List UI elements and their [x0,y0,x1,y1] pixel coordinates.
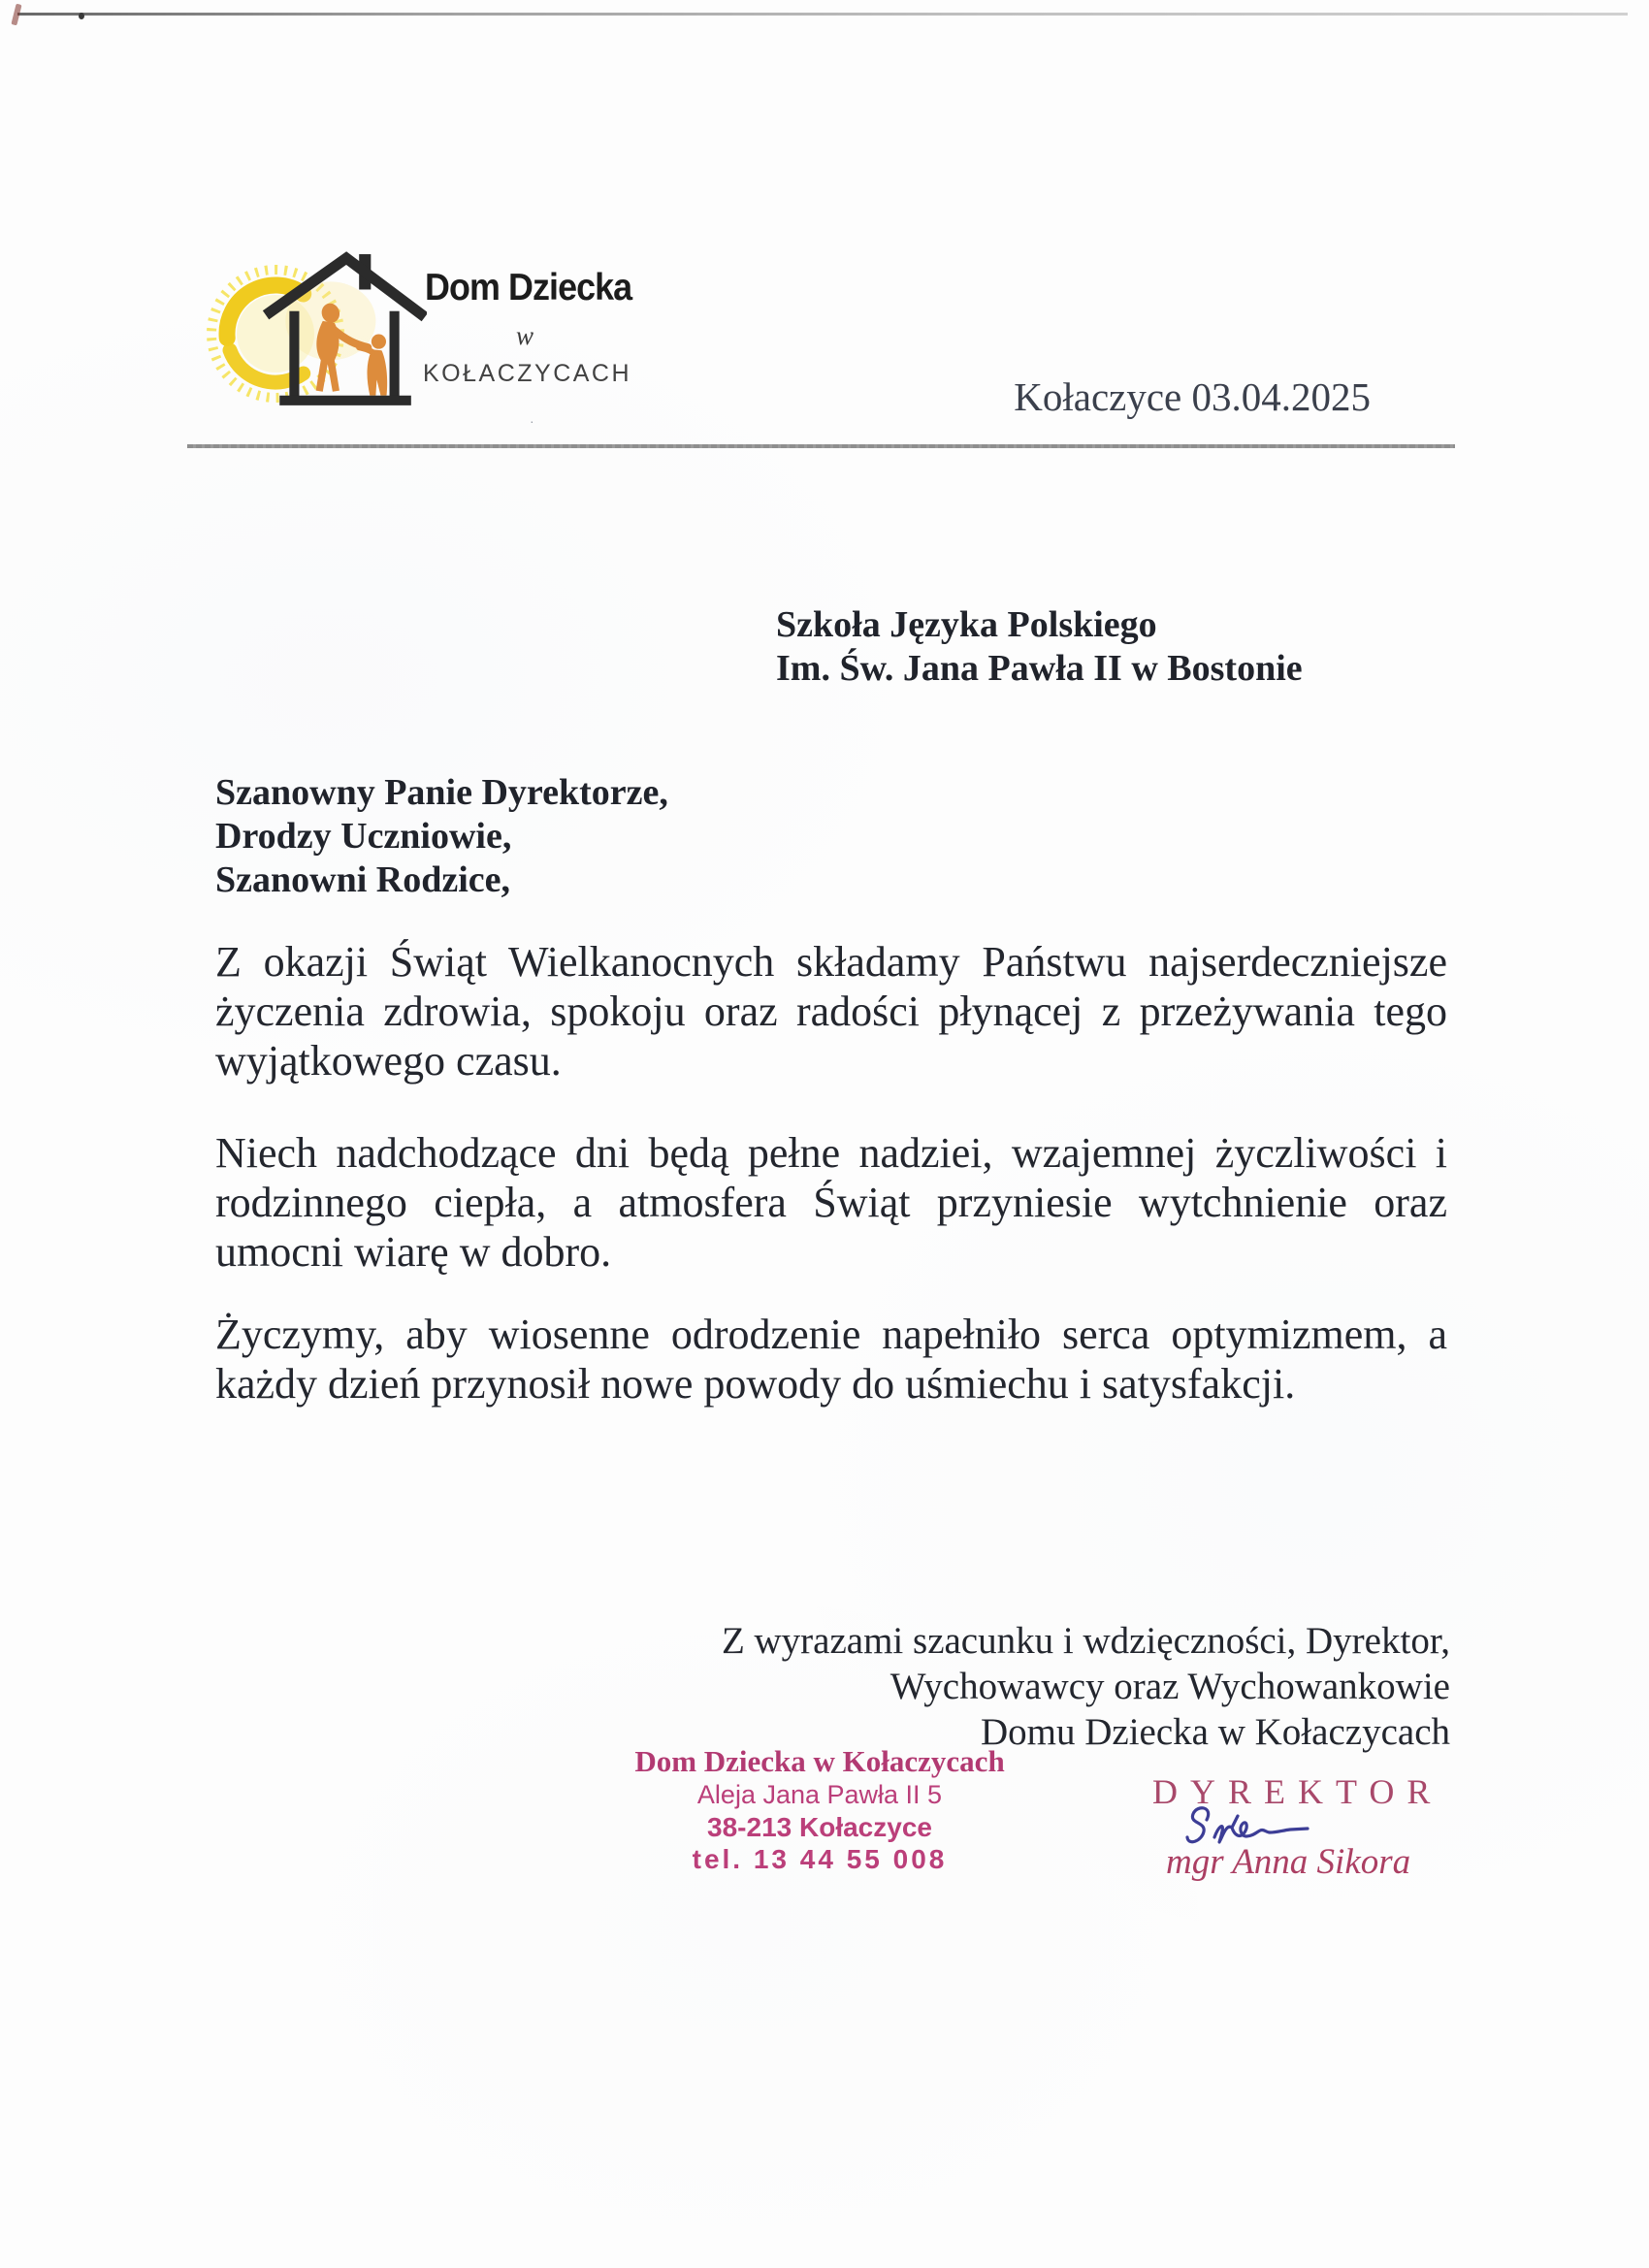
org-logo [204,247,650,432]
stamp-city-line: 38-213 Kołaczyce [707,1812,932,1842]
recipient-line-1: Szkoła Języka Polskiego [776,604,1157,645]
closing-line-3: Domu Dziecka w Kołaczycach [980,1711,1450,1753]
salutation-line-3: Szanowni Rodzice, [215,859,510,900]
director-title-stamp: DYREKTOR [1152,1772,1443,1811]
logo-city: KOŁACZYCACH [423,360,632,387]
closing-line-1: Z wyrazami szacunku i wdzięczności, Dyrektor, [721,1620,1450,1662]
salutation-line-1: Szanowny Panie Dyrektorze, [215,772,668,813]
scan-artifact-dot [79,13,84,19]
stamp-org-line: Dom Dziecka w Kołaczycach [634,1744,1005,1778]
body-paragraph-2: Niech nadchodzące dni będą pełne nadziei, wzajemnej życzliwości i rodzinnego ciepła, a atmosfera Świąt przyniesie wytchnienie oraz umocni wiarę w dobro. [215,1129,1447,1276]
signer-name: mgr Anna Sikora [1166,1842,1411,1882]
stamp-phone-line: tel. 13 44 55 008 [692,1844,948,1874]
address-stamp [577,1744,1062,1875]
logo-connector: w [516,321,534,350]
body-paragraph-3: Życzymy, aby wiosenne odrodzenie napełniło serca optymizmem, a każdy dzień przynosił nowe powody do uśmiechu i satysfakcji. [215,1311,1447,1408]
closing-block [577,1618,1450,1755]
salutation-block [215,771,668,902]
stamp-street-line: Aleja Jana Pawła II 5 [696,1780,943,1809]
logo-org-name: Dom Dziecka [425,267,632,308]
date-line: Kołaczyce 03.04.2025 [1014,374,1371,419]
header-divider [187,444,1455,448]
recipient-block [776,603,1303,691]
body-paragraph-1: Z okazji Świąt Wielkanocnych składamy Państwu najserdeczniejsze życzenia zdrowia, spokoju oraz radości płynącej z przeżywania tego wyjątkowego czasu. [215,938,1447,1085]
recipient-line-2: Im. Św. Jana Pawła II w Bostonie [776,648,1303,689]
salutation-line-2: Drodzy Uczniowie, [215,816,512,857]
scan-speck: · [530,413,534,429]
scan-artifact-line [17,13,1628,16]
closing-line-2: Wychowawcy oraz Wychowankowie [889,1666,1450,1707]
house-icon [260,250,427,417]
